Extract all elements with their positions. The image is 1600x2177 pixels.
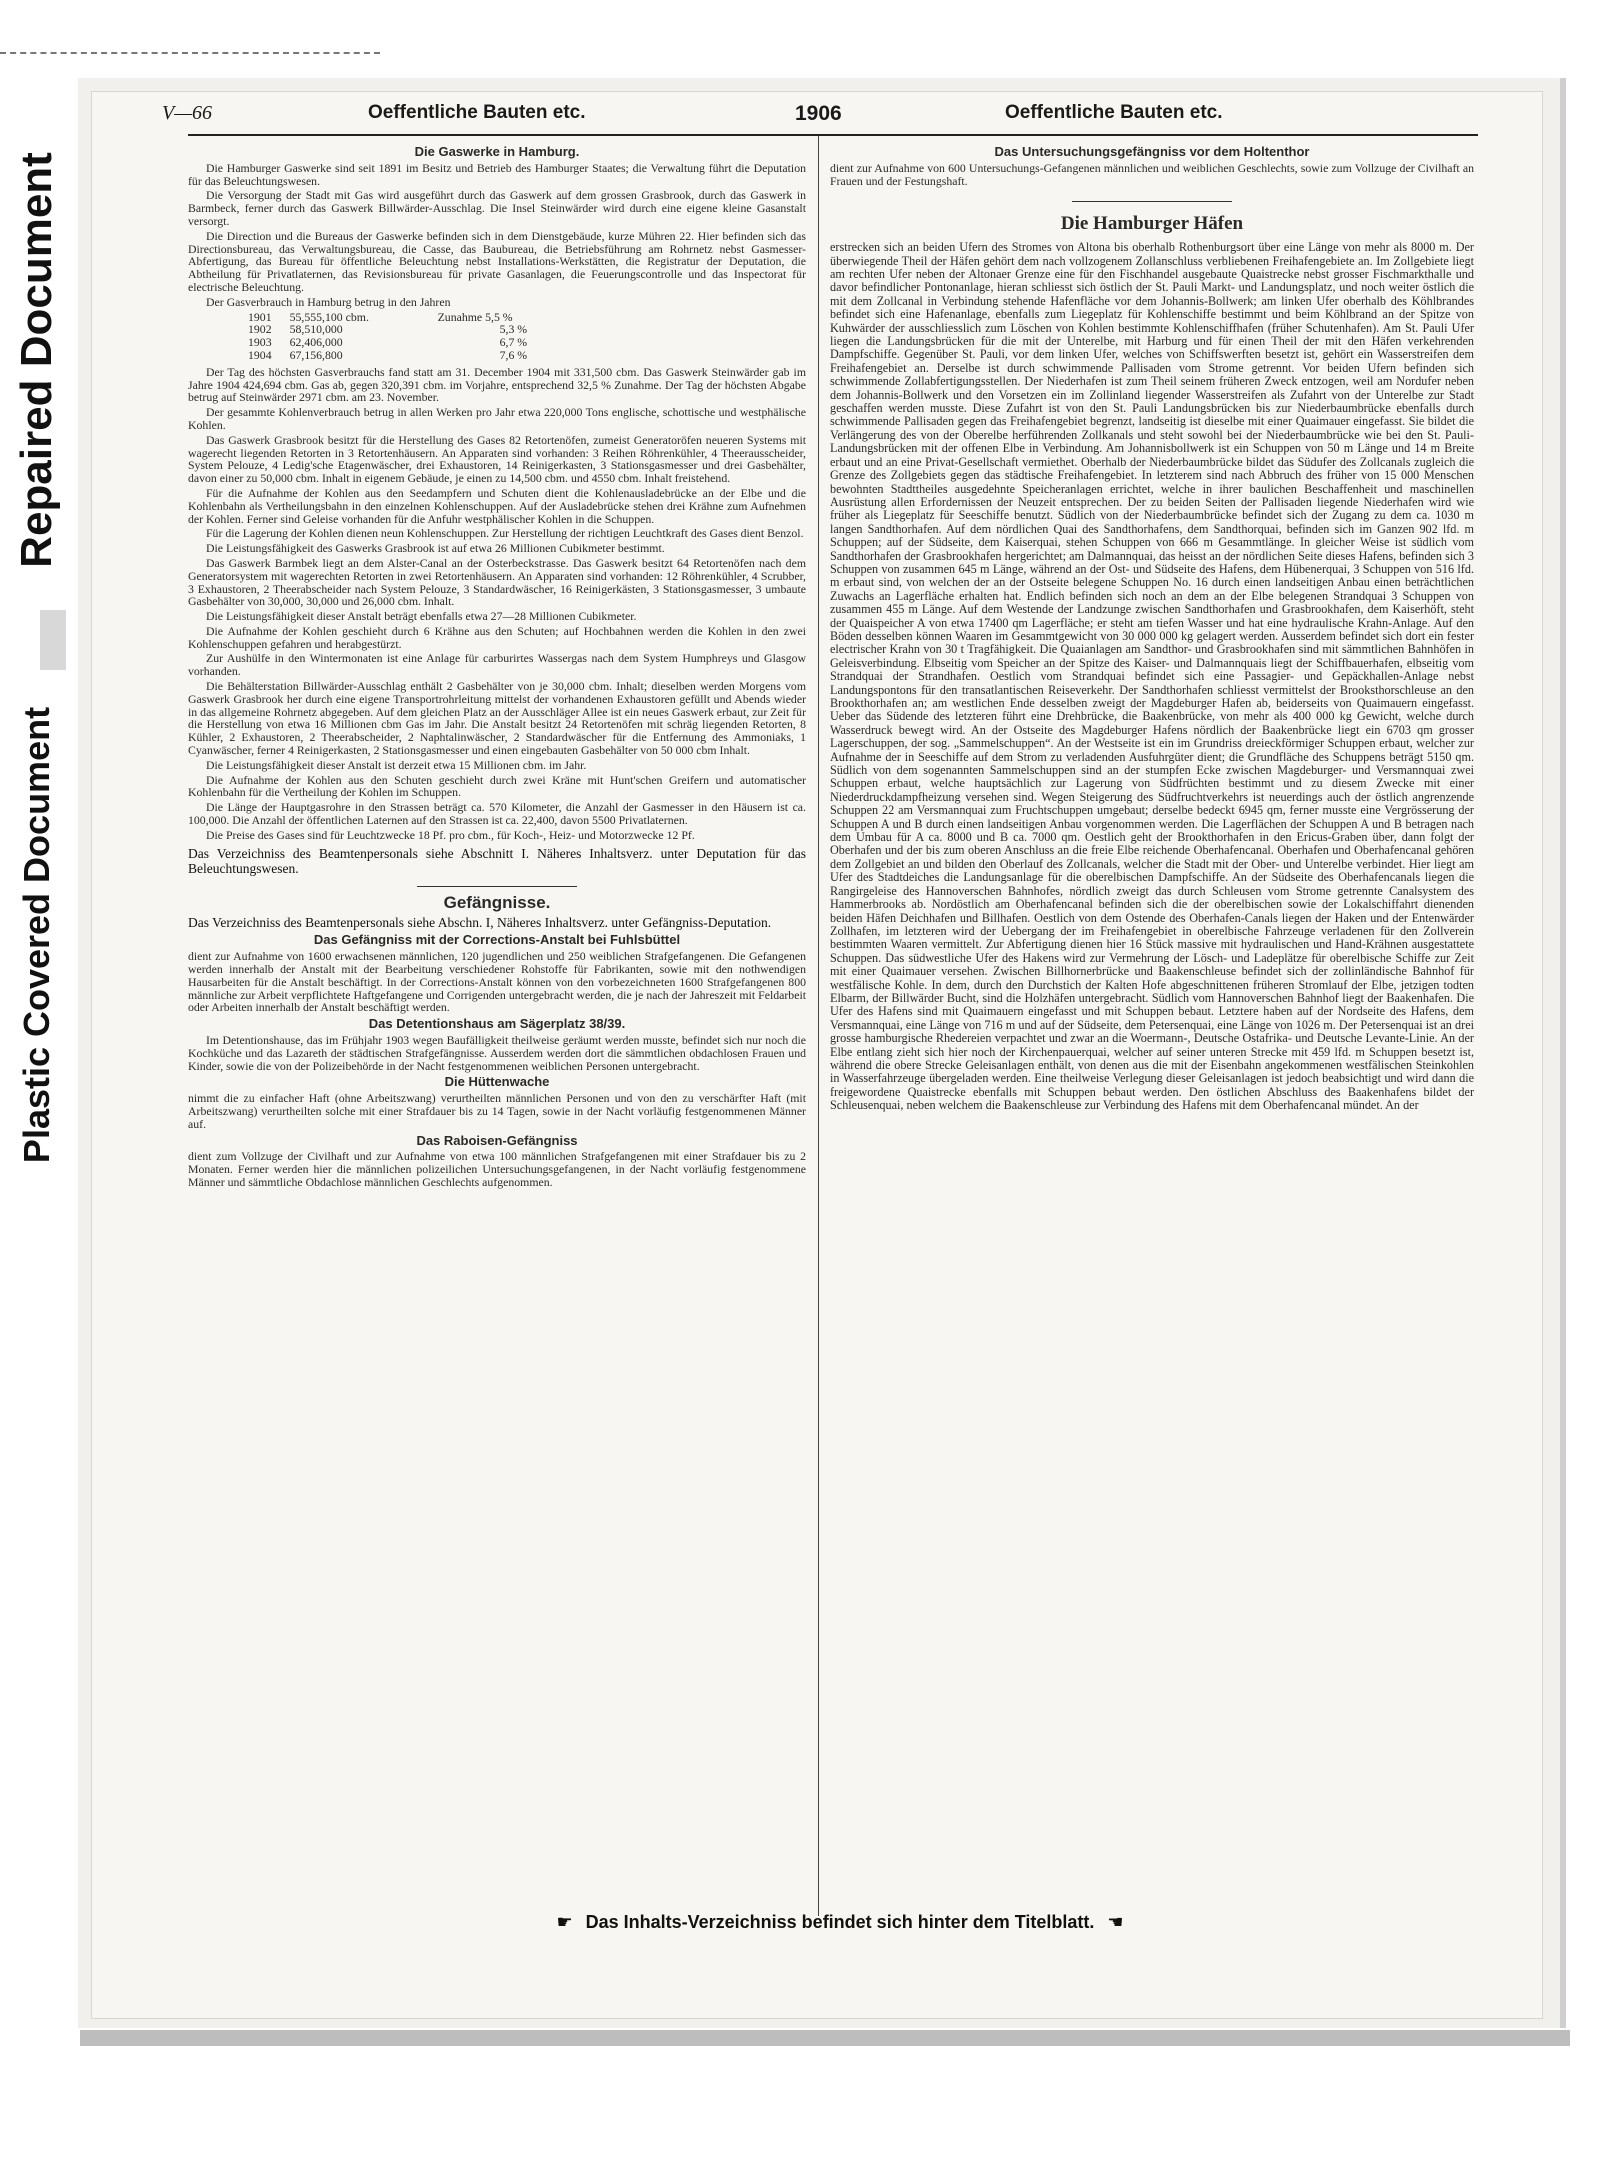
right-column — [830, 142, 1474, 1115]
repaired-document-label: Repaired Document — [12, 152, 62, 568]
header-left-title: Oeffentliche Bauten etc. — [368, 102, 586, 123]
header-rule — [188, 134, 1478, 136]
table-row: 1904 67,156,800 7,6 % — [248, 347, 528, 362]
section-divider — [417, 886, 577, 887]
gaswerke-paragraph: Das Gaswerk Grasbrook besitzt für die Herstellung des Gases 82 Retortenöfen, zumeist Generatoröfen neueren Systems mit wagerecht liegenden Retorten in 3 Retortenhäusern. An Apparaten sind vorhanden: 3 Reihen Röhrenkühler, 4 Theerausscheider, System Pelouze, 4 Ledig'sche Etagenwäscher, drei Exhaustoren, 14 Reinigerkasten, 3 Stationsgasmesser und drei Gasbehälter, davon einer zu 50,000 cbm. Inhalt in eigenem Gebäude, je einen zu 14,500 cbm. und 4550 cbm. Inhalt freistehend. — [188, 432, 806, 486]
gaswerke-note: Das Verzeichniss des Beamtenpersonals siehe Abschnitt I. Näheres Inhaltsverz. unter Deputation für das Beleuchtungswesen. — [188, 845, 806, 876]
gefaengnisse-note: Das Verzeichniss des Beamtenpersonals siehe Abschn. I, Näheres Inhaltsverz. unter Gefängniss-Deputation. — [188, 915, 772, 931]
section-divider — [1072, 201, 1232, 202]
gaswerke-paragraph: Das Gaswerk Barmbek liegt an dem Alster-Canal an der Osterbeckstrasse. Das Gaswerk besitzt 64 Retortenöfen nach dem Generatorsystem mit wagerechten Retorten in zwei Retortenhäusern. An Apparaten sind vorhanden: 12 Röhrenkühler, 4 Scrubber, 3 Exhaustoren, 2 Theerabscheider nach System Pelouze, 3 Standardwäscher, 16 Reinigerkästen, 3 Stationsgasmesser, 3 umbaute Gasbehälter von 30,000, 30,000 und 26,000 cbm. Inhalt. — [188, 555, 806, 609]
table-row: 1903 62,406,000 6,7 % — [248, 335, 528, 350]
pointing-hand-right-icon: ☛ — [556, 1912, 573, 1932]
column-divider — [818, 136, 819, 1916]
haefen-heading: Die Hamburger Häfen — [1060, 213, 1244, 235]
page-bottom-edge — [80, 2030, 1570, 2046]
table-row: 1902 58,510,000 5,3 % — [248, 322, 528, 337]
gaswerke-paragraph: Für die Aufnahme der Kohlen aus den Seedampfern und Schuten dient die Kohlenausladebrücke an der Elbe und die Kohlenbahn als Vertheilungsbahn in den einzelnen Kohlenschuppen. Auf der Ausladebrücke stehen drei Krähne zum Aufnehmen der Kohlen. Ferner sind Geleise vorhanden für die Anfuhr westphälischer Kohlen in die Schuppen. — [188, 485, 806, 526]
gaswerke-paragraph: Die Leistungsfähigkeit dieser Anstalt ist derzeit etwa 15 Millionen cbm. im Jahr. — [206, 757, 587, 772]
left-column — [188, 142, 806, 1191]
table-row: 1901 55,555,100 cbm. Zunahme 5,5 % — [248, 309, 513, 324]
page-number: V—66 — [162, 102, 212, 124]
fuhlsbuettel-heading: Das Gefängniss mit der Corrections-Anstalt bei Fuhlsbüttel — [313, 932, 681, 948]
gaswerke-paragraph: Die Versorgung der Stadt mit Gas wird ausgeführt durch das Gaswerk auf dem grossen Grasbrook, durch das Gaswerk in Barmbeck, ferner durch das Gaswerk Billwärder-Ausschlag. Die Insel Steinwärder wird durch eine eigene kleine Gasanstalt versorgt. — [188, 188, 806, 228]
untersuchung-text: dient zur Aufnahme von 600 Untersuchungs-Gefangenen männlichen und weiblichen Geschlechts, sowie zum Vollzuge der Civilhaft an Frauen und der Festungshaft. — [830, 160, 1474, 188]
huettenwache-heading: Die Hüttenwache — [444, 1074, 550, 1090]
gaswerke-paragraph: Die Aufnahme der Kohlen geschieht durch 6 Krähne aus den Schuten; auf Hochbahnen werden die Kohlen in den zwei Kohlenschuppen gefahren und herabgestürzt. — [188, 623, 806, 651]
header-year: 1906 — [795, 102, 842, 125]
gaswerke-paragraph: Die Aufnahme der Kohlen aus den Schuten geschieht durch zwei Kräne mit Hunt'schen Greifern und automatischer Kohlenbahn für die Vertheilung der Kohlen im Schuppen. — [188, 772, 806, 800]
raboisen-heading: Das Raboisen-Gefängniss — [416, 1132, 578, 1148]
gaswerke-paragraph: Die Länge der Hauptgasrohre in den Strassen beträgt ca. 570 Kilometer, die Anzahl der Gasmesser in den Häusern ist ca. 100,000. Die Anzahl der öffentlichen Laternen auf den Strassen ist ca. 22,400, davon 5500 Privatlaternen. — [188, 800, 806, 828]
scan-dashed-edge — [0, 52, 380, 54]
page-header — [110, 102, 1490, 132]
gas-consumption-table — [248, 311, 806, 362]
gaswerke-paragraph: Die Behälterstation Billwärder-Ausschlag enthält 2 Gasbehälter von je 30,000 cbm. Inhalt; dieselben werden Morgens vom Gaswerk Grasbrook her durch eine eigene Transportrohrleitung mittelst der vorhandenen Exhaustoren gefüllt und Abends wieder in das allgemeine Rohrnetz abgegeben. Auf dem gleichen Platz an der Ausschläger Allee ist ein neues Gaswerk erbaut, zur Zeit für die Herstellung von etwa 16 Millionen cbm Gas im Jahr. Die Anstalt besitzt 24 Retortenöfen mit schräg liegenden Retorten, 8 Kühler, 2 Exhaustoren, 2 Theerabscheider, 2 Naphtalinwäscher, 2 Standardwäscher für die Entfernung des Ammoniaks, 1 Cyanwäscher, ferner 4 Reinigerkasten, 2 Stationsgasmesser und einen eingebauten Gasbehälter von 50 000 cbm Inhalt. — [188, 679, 806, 758]
gaswerke-paragraph: Die Leistungsfähigkeit dieser Anstalt beträgt ebenfalls etwa 27—28 Millionen Cubikmeter. — [206, 609, 637, 624]
detention-text: Im Detentionshause, das im Frühjahr 1903 wegen Baufälligkeit theilweise geräumt werden musste, befindet sich nur noch die Kochküche und das Lazareth der städtischen Strafgefängnisse. Ausserdem werden dort die sämmtlichen obdachlosen Frauen und Kinder, sowie die von der Polizeibehörde in der Nacht festgenommenen weiblichen Personen untergebracht. — [188, 1033, 806, 1073]
plastic-covered-document-label: Plastic Covered Document — [16, 706, 58, 1164]
gaswerke-paragraph: Die Preise des Gases sind für Leuchtzwecke 18 Pf. pro cbm., für Koch-, Heiz- und Motorzwecke 12 Pf. — [206, 827, 695, 842]
detention-heading: Das Detentionshaus am Sägerplatz 38/39. — [368, 1016, 626, 1032]
gaswerke-paragraph: Zur Aushülfe in den Wintermonaten ist eine Anlage für carburirtes Wassergas nach dem System Humphreys und Glasgow vorhanden. — [188, 651, 806, 679]
huettenwache-text: nimmt die zu einfacher Haft (ohne Arbeitszwang) verurtheilten männlichen Personen und von den zu verschärfter Haft (mit Arbeitszwang) verurtheilten solche mit einer Strafdauer bis zu 14 Tagen, sowie in der Nacht vorläufig festgenommenen Männer auf. — [188, 1091, 806, 1131]
haefen-text: erstrecken sich an beiden Ufern des Stromes von Altona bis oberhalb Rothenburgsort über eine Länge von mehr als 8000 m. Der überwiegende Theil der Häfen gehört dem nach vollzogenem Zollanschluss verbliebenen Freihafengebiete an. Im Zollgebiete liegt am rechten Ufer neben der Altonaer Grenze eine für den Fischhandel ausgebaute Quaistrecke nebst grosser Fischmarkthalle und davor befindlicher Pontonanlage, hieran schliesst sich östlich der St. Pauli Markt- und Landungsplatz, und noch weiter östlich die mit dem Zollcanal in Verbindung stehende Hafenfläche vor dem Johannis-Bollwerk; am linken Ufer oberhalb des Köhlbrandes befindet sich eine Hafenanlage, ebenfalls zum Liegeplatz für Kohlenschiffe bestimmt und beim Köhlbrand an der Spitze von Kuhwärder der ausschliesslich zum Löschen von Kohlen bestimmte Kohlenschiffhafen (früher Schutenhafen). Am St. Pauli Ufer liegen die Landungsbrücken für die mit der Unterelbe, mit Harburg und für einen Theil der mit den Häfen verkehrenden Dampfschiffe. Gegenüber St. Pauli, vor dem linken Ufer, welches von Schiffswerften besetzt ist, gehört ein Wasserstreifen dem Freihafengebiet an. Derselbe ist durch schwimmende Pallisaden vom Strome getrennt. Vor beiden Ufern befinden sich schwimmende Zollabfertigungsstellen. Der Niederhafen ist zum Theil seinem früheren Zweck entzogen, weil am Nordufer neben dem Johannis-Bollwerk und den Vorsetzen ein im Zollinland liegender Wasserstreifen als Zufahrt von der Unterelbe zur Stadt geschaffen werden musste. Diese Zufahrt ist von den St. Pauli Landungsbrücken bis zur Niederbaumbrücke ebenfalls durch schwimmende Pallisaden gegen das Freihafengebiet begrenzt, landseitig ist dieselbe mit einer Quaimauer eingefasst. Sie bildet die Verlängerung des von der Oberelbe herführenden Zollkanals und steht sowohl bei der Niederbaumbrücke wie bei den St. Pauli-Landungsbrücken mit der offenen Elbe in Verbindung. Am Johannisbollwerk ist ein Schuppen von 50 m Länge und 14 m Breite erbaut und an eine Privat-Gesellschaft vermiethet. Oberhalb der Niederbaumbrücke bildet das Südufer des Zollcanals zugleich die Grenze des Zollgebiets gegen das städtische Freihafengebiet. In letzterem sind nach Abbruch des früher von 15 000 Menschen bewohnten Stadttheiles ausgedehnte Speicheranlagen errichtet, welche in ihrer baulichen Beschaffenheit und maschinellen Ausrüstung allen Erfordernissen der Neuzeit entsprechen. Der zu beiden Seiten der Pallisaden liegende Niederhafen wird wie früher als Liegeplatz für Seeschiffe benutzt. Südlich von der Niederbaumbrücke befindet sich der Zugang zu dem ca. 1030 m langen Sandthorhafen. Auf dem nördlichen Quai des Sandthorhafens, dem Sandthorquai, befinden sich im Ganzen 902 lfd. m Schuppen; auf der Südseite, dem Kaiserquai, stehen Schuppen von 666 m Gesammtlänge. In gleicher Weise ist südlich vom Sandthorhafen der Grasbrookhafen hergerichtet; am Dalmannquai, das heisst an der nördlichen Seite dieses Hafens, befinden sich 3 Schuppen von zusammen 645 m Länge, während an der Ost- und Südseite des Hafens, dem Hübenerquai, 3 Schuppen von 516 lfd. m erbaut sind, von welchen der an der Ostseite belegene Schuppen No. 16 durch einen landseitigen Anbau einen beträchtlichen Zuwachs an Lagerfläche erhalten hat. Endlich befinden sich noch an dem an der Elbe belegenen Strandquai 3 Schuppen von zusammen 455 m Länge. Auf dem Westende der Landzunge zwischen Sandthorhafen und Grasbrookhafen, dem Kaiserhöft, steht der Quaispeicher A von etwa 17400 qm Lagerfläche; er steht am tiefen Wasser und hat eine hydraulische Krahn-Anlage. Auf den Böden desselben können Waaren im Gesammtgewicht von 30 000 000 kg gelagert werden. Ausserdem befindet sich dort ein fester electrischer Krahn von 30 t Tragfähigkeit. Die Quaianlagen am Sandthor- und Grasbrookhafen sind mit sämmtlichen Bahnhöfen in Geleisverbindung. Elbseitig vom Speicher an der Spitze des Kaiser- und Dalmannquais liegt der Schiffbauerhafen, elbseitig vom Strandquai der Strandhafen. Oestlich vom Strandquai befindet sich eine Passagier- und Gepäckhallen-Anlage nebst Landungspontons für den transatlantischen Reiseverkehr. Der Sandthorhafen schliesst vermittelst der Brooksthorschleuse an den Brookthorhafen an; am westlichen Ende desselben zweigt der Magdeburger Hafen ab, beiderseits von Quaimauern eingefasst. Ueber das Südende des letzteren führt eine Drehbrücke, die Baakenbrücke, von mehr als 400 000 kg Gewicht, welche durch Wasserdruck bewegt wird. An der Ostseite des Magdeburger Hafens nördlich der Baakenbrücke liegt ein 6703 qm grosser Lagerschuppen, der sog. „Sammelschuppen“. An der Westseite ist ein im Grundriss dreieckförmiger Schuppen erbaut, welcher zur Aufnahme der in Seeschiffe auf dem Strom zu verladenden Ausfuhrgüter dient; die Grundfläche des Schuppens beträgt 5150 qm. Südlich von dem sogenannten Sammelschuppen sind an der stumpfen Ecke zwischen Magdeburger- und Versmannquai zwei Schuppen erbaut, welche hauptsächlich zur Lagerung von Südfrüchten bestimmt und zu diesem Zwecke mit einer Niederdruckdampfheizung versehen sind. Wegen Steigerung des Südfruchtverkehrs ist neuerdings auch der östlich angrenzende Schuppen 22 am Versmannquai zum Fruchtschuppen umgebaut; derselbe bedeckt 6945 qm, ferner musste eine Vergrösserung der Schuppen A und B durch einen landseitigen Anbau vorgenommen werden. Die Lagerflächen der Schuppen A und B betragen nach dem Umbau für A ca. 8000 und B ca. 7000 qm. Oestlich geht der Brookthorhafen in den Ericus-Graben über, dann folgt der Oberhafen und der bis zum oberen Anschluss an die freie Elbe reichende Oberhafencanal. Oberhafen und Oberhafencanal gehören dem Zollgebiet an und bilden den Oberlauf des Zollcanals, welcher die Stadt mit der Ober- und Unterelbe verbindet. Hier liegt am Ufer des Stadtdeiches die Landungsanlage für die oberelbischen Dampfschiffe. An der Südseite des Oberhafencanals liegen die Rangirgeleise des Hannoverschen Bahnhofes, nördlich zweigt das durch Schleusen vom Strome getrennte Canalsystem des Hammerbrooks ab. Nordöstlich am Oberhafencanal befinden sich die der oberelbischen sowie der Lokalschiffahrt dienenden beiden Häfen Deichhafen und Billhafen. Oestlich von dem Ostende des Oberhafen-Canals liegen der Haken und der Entenwärder Zollhafen, im letzteren wird der Uebergang der im Freihafengebiet in oberelbische Fahrzeuge verladenen für den Zollverein bestimmten Waaren vermittelt. Zur Abfertigung dienen hier 16 Stück massive mit hydraulischen und Hand-Krähnen ausgestattete Schuppen. Das südwestliche Ufer des Hakens wird zur Vermehrung der Lösch- und Ladeplätze für oberelbische Schiffe zur Zeit mit einer Quaimauer versehen. Zwischen Billhornerbrücke und Baakenschleuse befindet sich der zollinländische Bahnhof für westfälische Kohle. In dem, durch den Durchstich der Kalten Hofe abgeschnittenen früheren Stromlauf der Elbe, jetzigen todten Elbarm, der Billwärder Bucht, sind die Holzhäfen untergebracht. Südlich vom Hannoverschen Bahnhof liegt der Baakenhafen. Die Ufer des Hafens sind mit Quaimauern eingefasst und mit Schuppen bebaut. Letztere haben auf der Nordseite des Hafens, dem Versmannquai, eine Länge von 716 m und auf der Südseite, dem Petersenquai, eine Länge von 1026 m. Der Petersenquai ist an drei grosse hamburgische Rhedereien verpachtet und zwar an die Woermann-, Deutsche Ostafrika- und Deutsche Levante-Linie. An der Elbe entlang zieht sich hier noch der Kirchenpauerquai, welcher auf seiner unteren Strecke mit 459 lfd. m Schuppen besetzt ist, während die obere Strecke Geleisanlagen enthält, von denen aus die mit der Eisenbahn angekommenen westfälischen Steinkohlen in Wasserfahrzeuge übergeladen werden. Eine theilweise Verlegung dieser Geleisanlagen ist jedoch beabsichtigt und wird dann die freigewordene Quaistrecke ebenfalls mit Schuppen bebaut werden. Den östlichen Abschluss des Baakenhafens bildet der Schleusenquai, neben welchem die Baakenschleuse zur Verbindung des Hafens mit dem Oberhafencanal mündet. An der — [830, 240, 1474, 1113]
gaswerke-paragraph: Der gesammte Kohlenverbrauch betrug in allen Werken pro Jahr etwa 220,000 Tons englische, schottische und westphälische Kohlen. — [188, 405, 806, 432]
footer-text: Das Inhalts-Verzeichniss befindet sich hinter dem Titelblatt. — [585, 1912, 1095, 1932]
gaswerke-paragraph: Die Direction und die Bureaus der Gaswerke befinden sich in dem Dienstgebäude, kurze Mühren 22. Hier befinden sich das Directionsbureau, das Verwaltungsbureau, die Casse, das Baubureau, die Betriebsführung am Rohrnetz nebst Gasmesser-Abfertigung, das Bureau für öffentliche Beleuchtung nebst Installations-Werkstätten, die Registratur der Deputation, die Abtheilung für Privatlaternen, das Revisionsbureau für private Gasanlagen, die Feuerungscontrolle und das Inspectorat für electrische Beleuchtung. — [188, 228, 806, 294]
gaswerke-paragraph: Die Hamburger Gaswerke sind seit 1891 im Besitz und Betrieb des Hamburger Staates; die Verwaltung führt die Deputation für das Beleuchtungswesen. — [188, 160, 806, 188]
gaswerke-heading: Die Gaswerke in Hamburg. — [414, 144, 580, 159]
header-right-title: Oeffentliche Bauten etc. — [1005, 102, 1223, 123]
gaswerke-paragraph: Der Tag des höchsten Gasverbrauchs fand statt am 31. December 1904 mit 331,500 cbm. Das Gaswerk Steinwärder gab im Jahre 1904 424,694 cbm. Gas ab, gegen 320,391 cbm. im Vorjahre, entsprechend 32,5 % Zunahme. Der Tag der höchsten Abgabe betrug auf Steinwärder 2971 cbm. am 23. November. — [188, 364, 806, 405]
page-footer — [390, 1912, 1290, 1933]
pointing-hand-left-icon: ☚ — [1107, 1912, 1124, 1932]
gaswerke-paragraph: Die Leistungsfähigkeit des Gaswerks Grasbrook ist auf etwa 26 Millionen Cubikmeter bestimmt. — [206, 541, 665, 556]
untersuchung-heading: Das Untersuchungsgefängniss vor dem Holtenthor — [994, 144, 1310, 159]
gaswerke-paragraph: Der Gasverbrauch in Hamburg betrug in den Jahren — [206, 294, 451, 309]
raboisen-text: dient zum Vollzuge der Civilhaft und zur Aufnahme von etwa 100 männlichen Strafgefangenen mit einer Strafdauer bis zu 2 Monaten. Ferner werden hier die männlichen polizeilichen Untersuchungsgefangenen, in der Nacht vorläufig festgenommene Männer und sämmtliche Obdachlose männlichen Geschlechts aufgenommen. — [188, 1149, 806, 1189]
gefaengnisse-heading: Gefängnisse. — [443, 892, 551, 912]
fuhlsbuettel-text: dient zur Aufnahme von 1600 erwachsenen männlichen, 120 jugendlichen und 250 weiblichen Strafgefangenen. Die Gefangenen werden innerhalb der Anstalt mit der Bearbeitung verschiedener Rohstoffe für Fabrikanten, sowie mit den nothwendigen Hausarbeiten für die Anstalt beschäftigt. In der Corrections-Anstalt können von den vorbezeichneten 1600 Strafgefangenen 800 männliche zur Arbeit verpflichtete Haftgefangene und Corrigenden untergebracht werden, die je nach der Jahreszeit mit Feldarbeit oder Arbeiten innerhalb der Anstalt beschäftigt werden. — [188, 949, 806, 1015]
gaswerke-paragraph: Für die Lagerung der Kohlen dienen neun Kohlenschuppen. Zur Herstellung der richtigen Leuchtkraft des Gases dient Benzol. — [206, 526, 804, 541]
